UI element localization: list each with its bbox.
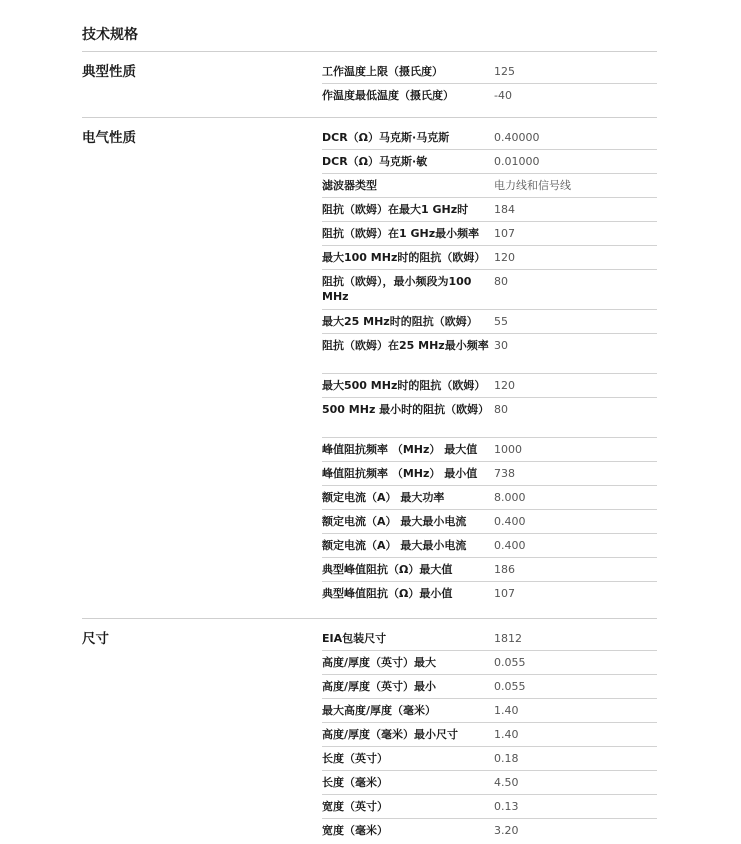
spec-label: 阻抗（欧姆），最小频段为100 MHz bbox=[322, 275, 472, 303]
spec-value: 0.400 bbox=[494, 515, 526, 528]
section-typical-properties bbox=[82, 51, 657, 118]
spec-label: 高度/厚度（英寸）最小 bbox=[322, 680, 437, 693]
spec-value: 3.20 bbox=[494, 824, 519, 837]
section-title: 典型性质 bbox=[82, 64, 136, 80]
section-title: 电气性质 bbox=[82, 130, 136, 146]
spec-value: 电力线和信号线 bbox=[494, 179, 571, 192]
spec-value: 186 bbox=[494, 563, 515, 576]
spec-row bbox=[322, 534, 657, 558]
spec-value: 1.40 bbox=[494, 728, 519, 741]
spec-row bbox=[322, 310, 657, 334]
spec-row bbox=[322, 126, 657, 150]
spec-value: 184 bbox=[494, 203, 515, 216]
spec-label: 典型峰值阻抗（Ω）最大值 bbox=[322, 563, 453, 576]
spec-row bbox=[322, 246, 657, 270]
spec-row bbox=[322, 150, 657, 174]
spec-value: 125 bbox=[494, 65, 515, 78]
spec-row bbox=[322, 374, 657, 398]
spec-label: 最大高度/厚度（毫米） bbox=[322, 704, 437, 717]
spec-row bbox=[322, 558, 657, 582]
spec-row bbox=[322, 651, 657, 675]
spec-value: 1000 bbox=[494, 443, 522, 456]
spec-label: 峰值阻抗频率 （MHz） 最大值 bbox=[322, 443, 478, 456]
spec-value: 4.50 bbox=[494, 776, 519, 789]
spec-label: 高度/厚度（毫米）最小尺寸 bbox=[322, 728, 459, 741]
spec-value: 0.055 bbox=[494, 656, 526, 669]
spec-label: 阻抗（欧姆）在最大1 GHz时 bbox=[322, 203, 469, 216]
spec-row bbox=[322, 174, 657, 198]
spec-value: 1.40 bbox=[494, 704, 519, 717]
spec-row bbox=[322, 398, 657, 438]
spec-row bbox=[322, 771, 657, 795]
spec-value: 0.18 bbox=[494, 752, 519, 765]
spec-value: 0.400 bbox=[494, 539, 526, 552]
spec-label: 最大25 MHz时的阻抗（欧姆） bbox=[322, 315, 478, 328]
spec-label: 作温度最低温度（摄氏度） bbox=[322, 89, 454, 102]
spec-label: 长度（英寸） bbox=[322, 752, 388, 765]
spec-label: 滤波器类型 bbox=[322, 179, 377, 192]
spec-row bbox=[322, 462, 657, 486]
spec-label: 阻抗（欧姆）在25 MHz最小频率 bbox=[322, 339, 489, 352]
spec-value: 120 bbox=[494, 379, 515, 392]
spec-row bbox=[322, 819, 657, 843]
spec-label: 宽度（英寸） bbox=[322, 800, 388, 813]
spec-label: 峰值阻抗频率 （MHz） 最小值 bbox=[322, 467, 478, 480]
spec-label: 额定电流（A） 最大最小电流 bbox=[322, 539, 467, 552]
spec-value: 107 bbox=[494, 587, 515, 600]
spec-value: 0.01000 bbox=[494, 155, 540, 168]
spec-value: 0.13 bbox=[494, 800, 519, 813]
spec-row bbox=[322, 334, 657, 374]
spec-row bbox=[322, 486, 657, 510]
spec-table bbox=[322, 627, 657, 843]
spec-value: 30 bbox=[494, 339, 508, 352]
spec-value: 738 bbox=[494, 467, 515, 480]
spec-value: -40 bbox=[494, 89, 512, 102]
section-electrical-properties bbox=[82, 117, 657, 619]
spec-value: 0.055 bbox=[494, 680, 526, 693]
spec-row bbox=[322, 582, 657, 606]
spec-label: 宽度（毫米） bbox=[322, 824, 388, 837]
spec-row bbox=[322, 198, 657, 222]
spec-label: 高度/厚度（英寸）最大 bbox=[322, 656, 437, 669]
spec-label: 工作温度上限（摄氏度） bbox=[322, 65, 443, 78]
spec-value: 107 bbox=[494, 227, 515, 240]
spec-row bbox=[322, 747, 657, 771]
spec-label: 最大100 MHz时的阻抗（欧姆） bbox=[322, 251, 486, 264]
spec-row bbox=[322, 795, 657, 819]
spec-row bbox=[322, 84, 657, 108]
spec-label: EIA包装尺寸 bbox=[322, 632, 387, 645]
spec-value: 0.40000 bbox=[494, 131, 540, 144]
spec-value: 55 bbox=[494, 315, 508, 328]
spec-table bbox=[322, 126, 657, 606]
spec-row bbox=[322, 723, 657, 747]
spec-table bbox=[322, 60, 657, 108]
spec-value: 80 bbox=[494, 403, 508, 416]
spec-label: 典型峰值阻抗（Ω）最小值 bbox=[322, 587, 453, 600]
spec-label: DCR（Ω）马克斯·敏 bbox=[322, 155, 428, 168]
spec-value: 1812 bbox=[494, 632, 522, 645]
spec-label: 额定电流（A） 最大最小电流 bbox=[322, 515, 467, 528]
section-dimensions bbox=[82, 618, 657, 844]
spec-value: 80 bbox=[494, 275, 508, 288]
spec-value: 120 bbox=[494, 251, 515, 264]
spec-row bbox=[322, 60, 657, 84]
spec-row bbox=[322, 270, 657, 310]
section-title: 尺寸 bbox=[82, 631, 109, 647]
spec-row bbox=[322, 510, 657, 534]
spec-row bbox=[322, 438, 657, 462]
page-title: 技术规格 bbox=[82, 27, 138, 43]
spec-label: 500 MHz 最小时的阻抗（欧姆） bbox=[322, 403, 490, 416]
spec-row bbox=[322, 675, 657, 699]
spec-label: 额定电流（A） 最大功率 bbox=[322, 491, 445, 504]
spec-row bbox=[322, 699, 657, 723]
spec-label: 阻抗（欧姆）在1 GHz最小频率 bbox=[322, 227, 480, 240]
spec-label: 长度（毫米） bbox=[322, 776, 388, 789]
spec-row bbox=[322, 222, 657, 246]
spec-row bbox=[322, 627, 657, 651]
spec-value: 8.000 bbox=[494, 491, 526, 504]
spec-label: 最大500 MHz时的阻抗（欧姆） bbox=[322, 379, 486, 392]
spec-label: DCR（Ω）马克斯·马克斯 bbox=[322, 131, 450, 144]
